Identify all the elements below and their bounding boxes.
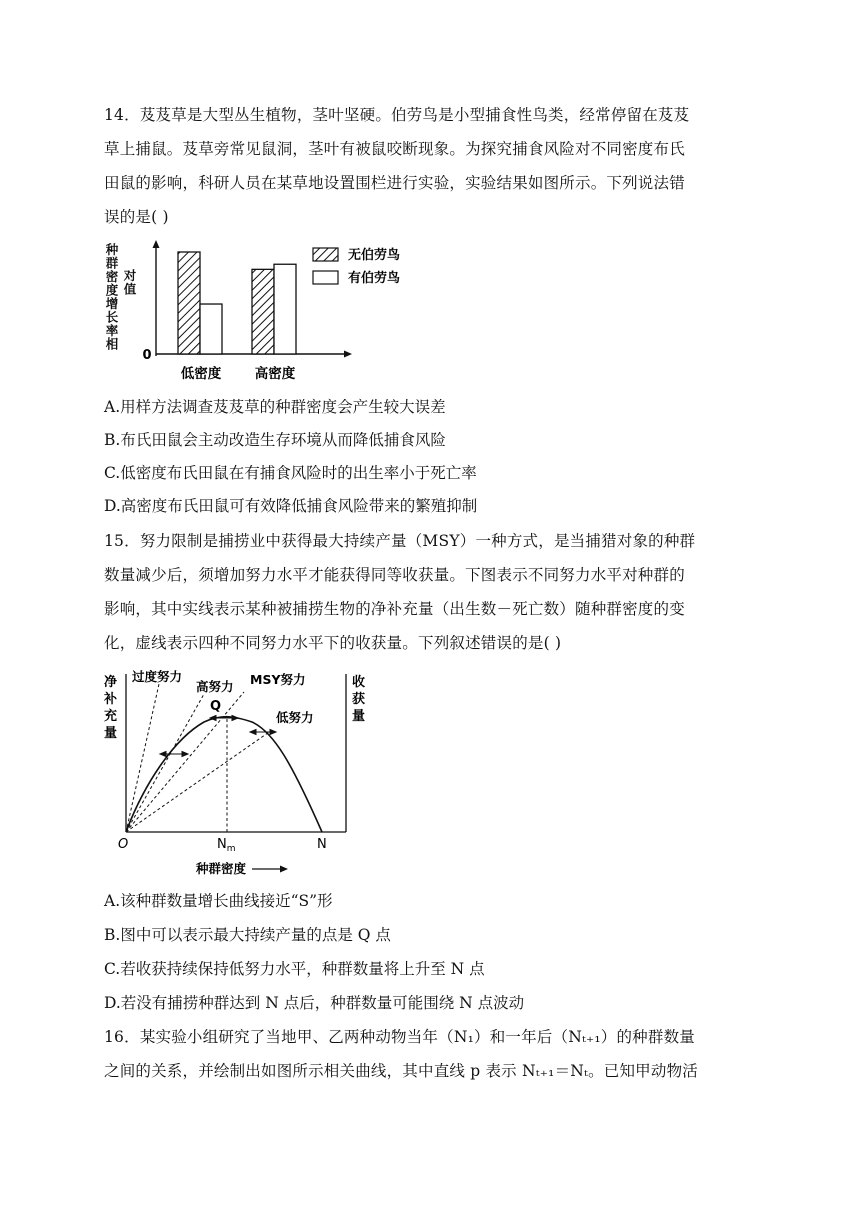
effort-curve-chart	[104, 664, 394, 882]
q14-line: 草上捕鼠。芨草旁常见鼠洞，茎叶有被鼠咬断现象。为探究捕食风险对不同密度布氏	[104, 140, 685, 158]
q14-line: 田鼠的影响，科研人员在某草地设置围栏进行实验，实验结果如图所示。下列说法错	[104, 174, 685, 192]
q14-line: 14．芨芨草是大型丛生植物，茎叶坚硬。伯劳鸟是小型捕食性鸟类，经常停留在芨芨	[104, 106, 690, 124]
axis-label-char: 充	[104, 709, 118, 724]
low-effort-line	[126, 730, 272, 832]
q14-line: 误的是( )	[104, 208, 169, 226]
equilibrium-arrows	[160, 716, 276, 757]
curve-label-overeffort: 过度努力	[132, 669, 183, 684]
option-a: A.用样方法调查芨芨草的种群密度会产生较大误差	[104, 398, 446, 416]
net-recruitment-curve	[126, 717, 322, 832]
axis-label-char: 收	[352, 675, 366, 690]
bar-with-shrike-1	[274, 264, 296, 354]
legend-swatch-hatched	[313, 248, 338, 261]
overeffort-line	[126, 684, 159, 832]
option-c: C.若收获持续保持低努力水平，种群数量将上升至 N 点	[104, 960, 485, 978]
option-a: A.该种群数量增长曲线接近“S”形	[104, 892, 333, 910]
option-d: D.若没有捕捞种群达到 N 点后，种群数量可能围绕 N 点波动	[104, 994, 525, 1012]
axis-label-char: 净	[104, 675, 118, 690]
y-axis-arrow	[153, 240, 160, 248]
svg-text:种群密度增长率相: 种群密度增长率相	[105, 242, 119, 352]
legend-swatch-open	[313, 271, 338, 284]
option-c: C.低密度布氏田鼠在有捕食风险时的出生率小于死亡率	[104, 464, 477, 482]
q15-line: 数量减少后，须增加努力水平才能获得同等收获量。下图表示不同努力水平对种群的	[104, 566, 685, 584]
bar-ylabel	[105, 242, 137, 352]
bar-chart	[100, 238, 430, 390]
category-label: 低密度	[180, 366, 222, 382]
axis-label-char: 量	[352, 709, 366, 724]
curve-label-high: 高努力	[196, 679, 234, 694]
axis-label-char: 获	[352, 692, 366, 707]
x-axis-label: 种群密度	[196, 861, 247, 876]
left-ylabel	[104, 674, 118, 741]
curve-label-low: 低努力	[276, 710, 314, 725]
q16-line: 之间的关系，并绘制出如图所示相关曲线，其中直线 p 表示 Nₜ₊₁＝Nₜ。已知甲动物活	[104, 1062, 698, 1080]
point-q-label: Q	[210, 699, 222, 714]
origin-label: O	[118, 837, 129, 852]
n-label: N	[317, 837, 327, 852]
axis-label-char: 量	[104, 726, 118, 741]
y-tick-0: 0	[142, 348, 152, 363]
x-axis-arrow	[344, 351, 352, 358]
high-effort-line	[126, 694, 204, 832]
right-ylabel	[352, 674, 366, 724]
bar-no-shrike-0	[178, 252, 200, 354]
bar-no-shrike-1	[252, 269, 274, 354]
svg-text:对值: 对值	[123, 268, 137, 297]
q15-line: 化，虚线表示四种不同努力水平下的收获量。下列叙述错误的是( )	[104, 634, 562, 652]
q15-line: 影响，其中实线表示某种被捕捞生物的净补充量（出生数－死亡数）随种群密度的变	[104, 600, 685, 618]
axis-label-char: 补	[104, 692, 118, 707]
option-b: B.布氏田鼠会主动改造生存环境从而降低捕食风险	[104, 431, 446, 449]
bar-with-shrike-0	[200, 304, 222, 354]
q15-line: 15．努力限制是捕捞业中获得最大持续产量（MSY）一种方式，是当捕猎对象的种群	[104, 532, 696, 550]
effort-lines	[126, 684, 272, 832]
option-b: B.图中可以表示最大持续产量的点是 Q 点	[104, 926, 391, 944]
q16-line: 16．某实验小组研究了当地甲、乙两种动物当年（N₁）和一年后（Nₜ₊₁）的种群数量	[104, 1028, 695, 1046]
nm-label: $N_m$	[217, 837, 236, 854]
legend-label: 有伯劳鸟	[348, 271, 401, 286]
category-label: 高密度	[254, 366, 296, 382]
option-d: D.高密度布氏田鼠可有效降低捕食风险带来的繁殖抑制	[104, 497, 478, 515]
legend-label: 无伯劳鸟	[348, 248, 401, 263]
x-axis-arrowhead	[280, 866, 288, 873]
curve-label-msy: MSY努力	[250, 672, 306, 687]
